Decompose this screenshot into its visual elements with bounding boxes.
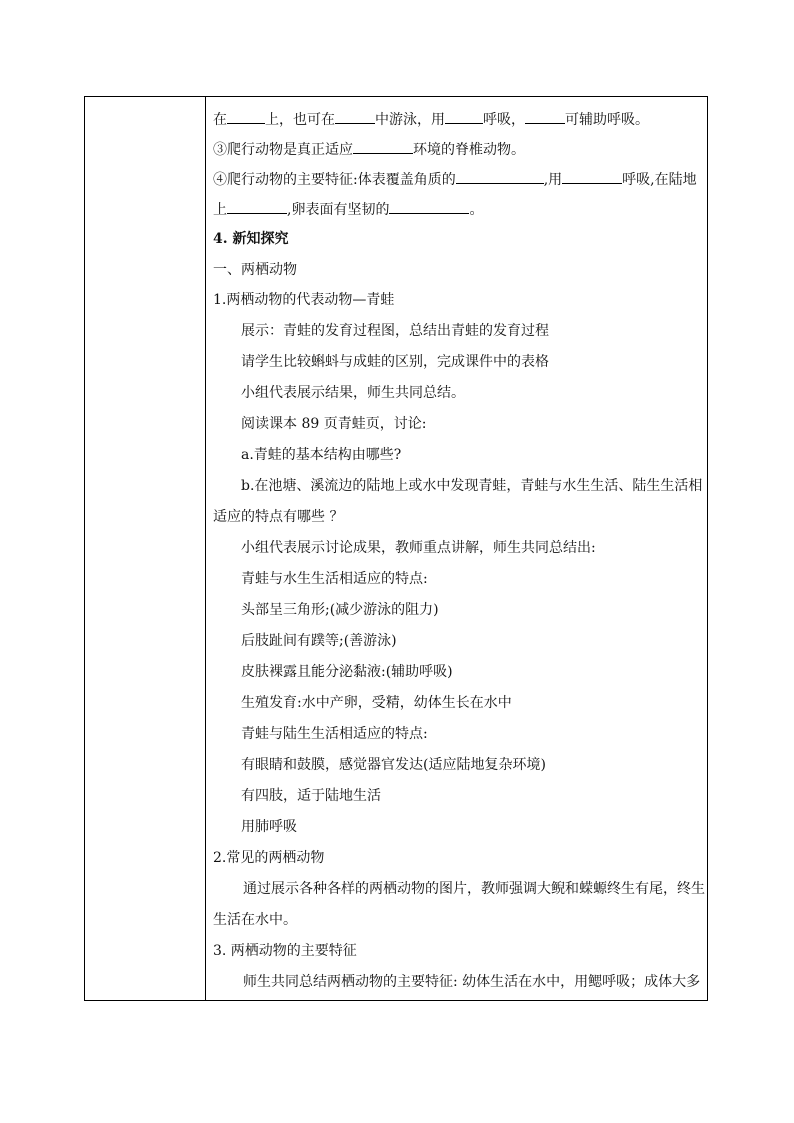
topic-heading: 1.两栖动物的代表动物—青蛙: [213, 292, 395, 308]
blank-1: [227, 109, 265, 124]
subsection-heading: 一、两栖动物: [213, 262, 297, 278]
text-segment: 在: [213, 112, 227, 128]
column-divider: [205, 97, 206, 1000]
paragraph-line: 皮肤裸露且能分泌黏液:(辅助呼吸): [241, 664, 453, 680]
question-a: a.青蛙的基本结构由哪些?: [241, 447, 402, 463]
question-b: b.在池塘、溪流边的陆地上或水中发现青蛙，青蛙与水生生活、陆生生活相: [241, 478, 703, 494]
paragraph-line: 小组代表展示结果，师生共同总结。: [241, 385, 465, 401]
topic-heading: 2.常见的两栖动物: [213, 850, 325, 866]
paragraph-line: 小组代表展示讨论成果，教师重点讲解，师生共同总结出:: [241, 540, 596, 556]
lesson-table: [84, 96, 708, 1001]
paragraph-line: 通过展示各种各样的两栖动物的图片，教师强调大鲵和蝾螈终生有尾，终生: [243, 881, 705, 897]
fill-blank-line-1: [213, 109, 649, 127]
text-segment: 上，也可在: [265, 112, 335, 128]
paragraph-line: 阅读课本 89 页青蛙页，讨论:: [241, 416, 427, 432]
text-segment: ,卵表面有坚韧的: [287, 202, 390, 218]
blank-4: [525, 109, 565, 124]
text-segment: ,用: [543, 172, 563, 188]
question-b-continued: 适应的特点有哪些 ？: [213, 509, 344, 525]
paragraph-line: 请学生比较蝌蚪与成蛙的区别，完成课件中的表格: [241, 354, 549, 370]
text-segment: 环境的脊椎动物。: [413, 142, 525, 158]
blank-6: [456, 169, 544, 184]
text-segment: 。: [469, 202, 484, 218]
blank-8: [227, 199, 287, 214]
text-segment: 上: [213, 202, 227, 218]
blank-5: [353, 139, 413, 154]
text-segment: 可辅助呼吸。: [565, 112, 649, 128]
paragraph-line: 展示：青蛙的发育过程图，总结出青蛙的发育过程: [241, 323, 549, 339]
text-segment: 呼吸,在陆地: [622, 172, 697, 188]
text-segment: 呼吸，: [483, 112, 525, 128]
fill-blank-line-4: [213, 199, 483, 217]
blank-7: [562, 169, 622, 184]
paragraph-line: 有眼睛和鼓膜，感觉器官发达(适应陆地复杂环境): [241, 757, 546, 773]
paragraph-line: 后肢趾间有蹼等;(善游泳): [241, 633, 397, 649]
paragraph-line: 青蛙与水生生活相适应的特点:: [241, 571, 428, 587]
text-segment: 中游泳，用: [375, 112, 445, 128]
paragraph-line-continued: 生活在水中。: [213, 912, 297, 928]
paragraph-line: 用肺呼吸: [241, 819, 297, 835]
blank-3: [445, 109, 483, 124]
blank-9: [389, 199, 469, 214]
text-segment: ④爬行动物的主要特征:体表覆盖角质的: [213, 172, 456, 188]
fill-blank-line-3: [213, 169, 697, 187]
paragraph-line: 师生共同总结两栖动物的主要特征: 幼体生活在水中，用鳃呼吸；成体大多: [243, 974, 701, 990]
topic-heading: 3. 两栖动物的主要特征: [213, 943, 357, 959]
paragraph-line: 生殖发育:水中产卵，受精，幼体生长在水中: [241, 695, 512, 711]
text-segment: ③爬行动物是真正适应: [213, 142, 353, 158]
fill-blank-line-2: [213, 139, 525, 157]
blank-2: [335, 109, 375, 124]
paragraph-line: 头部呈三角形;(减少游泳的阻力): [241, 602, 439, 618]
paragraph-line: 有四肢，适于陆地生活: [241, 788, 381, 804]
paragraph-line: 青蛙与陆生生活相适应的特点:: [241, 726, 428, 742]
section-heading: 4. 新知探究: [213, 231, 289, 247]
